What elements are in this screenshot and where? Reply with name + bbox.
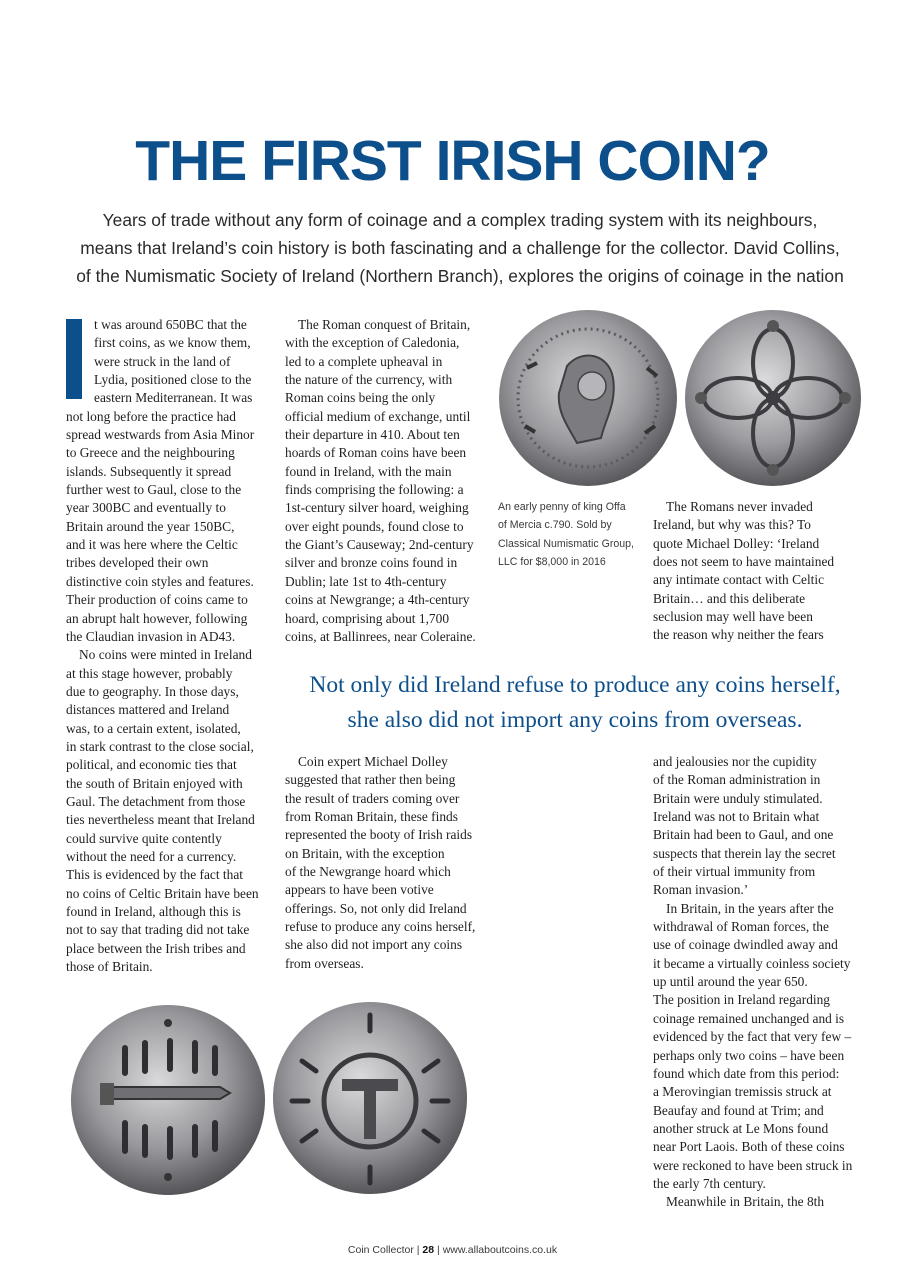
text-line: suggested that rather then being xyxy=(285,772,456,788)
text-line: eastern Mediterranean. It was xyxy=(94,390,253,406)
text-line: appears to have been votive xyxy=(285,882,434,898)
body-column-1 xyxy=(66,316,266,976)
standfirst-line: means that Ireland’s coin history is both fascinating and a challenge for the collector. David Collins, xyxy=(80,238,840,258)
standfirst xyxy=(40,206,880,290)
penny-reverse-coin xyxy=(272,1001,469,1196)
text-line: Dublin; late 1st to 4th-century xyxy=(285,573,447,589)
text-line: No coins were minted in Ireland xyxy=(79,647,252,663)
text-line: tribes developed their own xyxy=(66,555,209,571)
text-line: over eight pounds, found close to xyxy=(285,518,464,534)
text-line: offerings. So, not only did Ireland xyxy=(285,900,467,916)
text-line: another struck at Le Mons found xyxy=(653,1120,829,1136)
body-column-2-bottom xyxy=(285,753,485,973)
body-column-4-top xyxy=(653,498,853,645)
text-line: on Britain, with the exception xyxy=(285,845,445,861)
text-line: political, and economic ties that xyxy=(66,757,237,773)
text-line: from overseas. xyxy=(285,955,364,971)
text-line: not long before the practice had xyxy=(66,408,236,424)
text-line: and it was here where the Celtic xyxy=(66,537,238,553)
text-line: the early 7th century. xyxy=(653,1175,766,1191)
footer-url: www.allaboutcoins.co.uk xyxy=(442,1244,558,1256)
text-line: refuse to produce any coins herself, xyxy=(285,919,476,935)
caption-line: An early penny of king Offa xyxy=(498,501,626,513)
text-line: was, to a certain extent, isolated, xyxy=(66,720,241,736)
text-line: spread westwards from Asia Minor xyxy=(66,427,255,443)
text-line: the result of traders coming over xyxy=(285,790,460,806)
text-line: suspects that therein lay the secret xyxy=(653,845,836,861)
text-line: the south of Britain enjoyed with xyxy=(66,775,243,791)
page-footer xyxy=(0,1244,905,1256)
text-line: coins at Newgrange; a 4th-century xyxy=(285,592,470,608)
text-line: their departure in 410. About ten xyxy=(285,427,460,443)
text-line: Ireland, but why was this? To xyxy=(653,517,811,533)
text-line: of the Roman administration in xyxy=(653,772,821,788)
footer-separator: | xyxy=(437,1244,440,1256)
text-line: Their production of coins came to xyxy=(66,592,248,608)
text-line: the nature of the currency, with xyxy=(285,372,453,388)
text-line: from Roman Britain, these finds xyxy=(285,809,458,825)
text-line: up until around the year 650. xyxy=(653,974,808,990)
text-line: The position in Ireland regarding xyxy=(653,992,831,1008)
text-line: of their virtual immunity from xyxy=(653,864,816,880)
pull-quote-line: Not only did Ireland refuse to produce any coins herself, xyxy=(309,672,841,698)
text-line: islands. Subsequently it spread xyxy=(66,463,232,479)
text-line: Ireland was not to Britain what xyxy=(653,809,820,825)
text-line: a Merovingian tremissis struck at xyxy=(653,1084,832,1100)
text-line: Beaufay and found at Trim; and xyxy=(653,1102,824,1118)
text-line: Britain had been to Gaul, and one xyxy=(653,827,834,843)
text-line: could survive quite contently xyxy=(66,830,222,846)
text-line: not to say that trading did not take xyxy=(66,922,250,938)
text-line: Roman coins being the only xyxy=(285,390,436,406)
footer-separator: | xyxy=(416,1244,420,1256)
text-line: further west to Gaul, close to the xyxy=(66,482,242,498)
text-line: of the Newgrange hoard which xyxy=(285,864,451,880)
coin-caption xyxy=(498,498,638,571)
text-line: an abrupt halt however, following xyxy=(66,610,248,626)
offa-penny-reverse-coin xyxy=(683,308,863,488)
text-line: it became a virtually coinless society xyxy=(653,955,851,971)
text-line: distinctive coin styles and features. xyxy=(66,573,254,589)
text-line: t was around 650BC that the xyxy=(94,317,247,332)
text-line: year 300BC and eventually to xyxy=(66,500,226,516)
text-line: she also did not import any coins xyxy=(285,937,463,953)
text-line: Britain were unduly stimulated. xyxy=(653,790,823,806)
text-line: found in Ireland, with the main xyxy=(285,463,452,479)
text-line: silver and bronze coins found in xyxy=(285,555,458,571)
text-line: Britain around the year 150BC, xyxy=(66,518,235,534)
text-line: Gaul. The detachment from those xyxy=(66,793,246,809)
text-line: ties nevertheless meant that Ireland xyxy=(66,812,255,828)
text-line: Meanwhile in Britain, the 8th xyxy=(666,1194,825,1210)
penny-obverse-coin xyxy=(70,1003,267,1197)
standfirst-line: of the Numismatic Society of Ireland (Northern Branch), explores the origins of coinage in the nation xyxy=(76,266,844,286)
text-line: the reason why neither the fears xyxy=(653,627,824,643)
text-line: those of Britain. xyxy=(66,959,153,975)
text-line: with the exception of Caledonia, xyxy=(285,335,460,351)
text-line: to Greece and the neighbouring xyxy=(66,445,235,461)
text-line: near Port Laois. Both of these coins xyxy=(653,1139,845,1155)
text-line: Roman invasion.’ xyxy=(653,882,749,898)
text-line: In Britain, in the years after the xyxy=(666,900,834,916)
body-column-4-bottom xyxy=(653,753,858,1212)
text-line: use of coinage dwindled away and xyxy=(653,937,838,953)
text-line: no coins of Celtic Britain have been xyxy=(66,885,259,901)
text-line: were reckoned to have been struck in xyxy=(653,1157,853,1173)
text-line: first coins, as we know them, xyxy=(94,335,251,351)
article-title: THE FIRST IRISH COIN? xyxy=(135,129,770,193)
text-line: seclusion may well have been xyxy=(653,609,813,625)
text-line: in stark contrast to the close social, xyxy=(66,738,254,754)
text-line: hoards of Roman coins have been xyxy=(285,445,467,461)
text-line: hoard, comprising about 1,700 xyxy=(285,610,450,626)
offa-penny-obverse-coin xyxy=(497,308,679,488)
text-line: represented the booty of Irish raids xyxy=(285,827,473,843)
text-line: withdrawal of Roman forces, the xyxy=(653,919,829,935)
caption-line: Classical Numismatic Group, xyxy=(498,537,634,550)
text-line: found in Ireland, although this is xyxy=(66,904,241,919)
pull-quote-line: she also did not import any coins from overseas. xyxy=(347,707,803,733)
text-line: The Romans never invaded xyxy=(666,499,813,514)
caption-line: of Mercia c.790. Sold by xyxy=(498,519,612,532)
text-line: place between the Irish tribes and xyxy=(66,940,246,956)
text-line: the Giant’s Causeway; 2nd-century xyxy=(285,537,474,553)
text-line: and jealousies nor the cupidity xyxy=(653,754,817,769)
text-line: Lydia, positioned close to the xyxy=(94,372,252,388)
text-line: This is evidenced by the fact that xyxy=(66,867,243,883)
text-line: distances mattered and Ireland xyxy=(66,702,230,718)
text-line: were struck in the land of xyxy=(94,353,231,369)
text-line: The Roman conquest of Britain, xyxy=(298,317,471,332)
body-column-2-top xyxy=(285,316,485,646)
text-line: any intimate contact with Celtic xyxy=(653,572,825,588)
footer-page-number: 28 xyxy=(422,1244,435,1256)
text-line: at this stage however, probably xyxy=(66,665,233,681)
text-line: evidenced by the fact that very few – xyxy=(653,1029,852,1045)
text-line: perhaps only two coins – have been xyxy=(653,1047,845,1063)
standfirst-line: Years of trade without any form of coinage and a complex trading system with its neighbours, xyxy=(102,210,818,230)
text-line: finds comprising the following: a xyxy=(285,482,464,498)
text-line: led to a complete upheaval in xyxy=(285,353,443,369)
text-line: due to geography. In those days, xyxy=(66,683,239,699)
pull-quote xyxy=(275,668,875,738)
footer-magazine-name: Coin Collector xyxy=(347,1244,414,1256)
text-line: the Claudian invasion in AD43. xyxy=(66,628,236,644)
text-line: found which date from this period: xyxy=(653,1065,840,1081)
caption-line: LLC for $8,000 in 2016 xyxy=(498,556,606,569)
text-line: Coin expert Michael Dolley xyxy=(298,754,448,769)
text-line: coinage remained unchanged and is xyxy=(653,1010,845,1026)
text-line: without the need for a currency. xyxy=(66,848,237,864)
text-line: 1st-century silver hoard, weighing xyxy=(285,500,469,516)
text-line: coins, at Ballinrees, near Coleraine. xyxy=(285,628,476,644)
text-line: official medium of exchange, until xyxy=(285,408,471,424)
text-line: Britain… and this deliberate xyxy=(653,590,806,606)
text-line: does not seem to have maintained xyxy=(653,554,835,570)
text-line: quote Michael Dolley: ‘Ireland xyxy=(653,535,820,551)
